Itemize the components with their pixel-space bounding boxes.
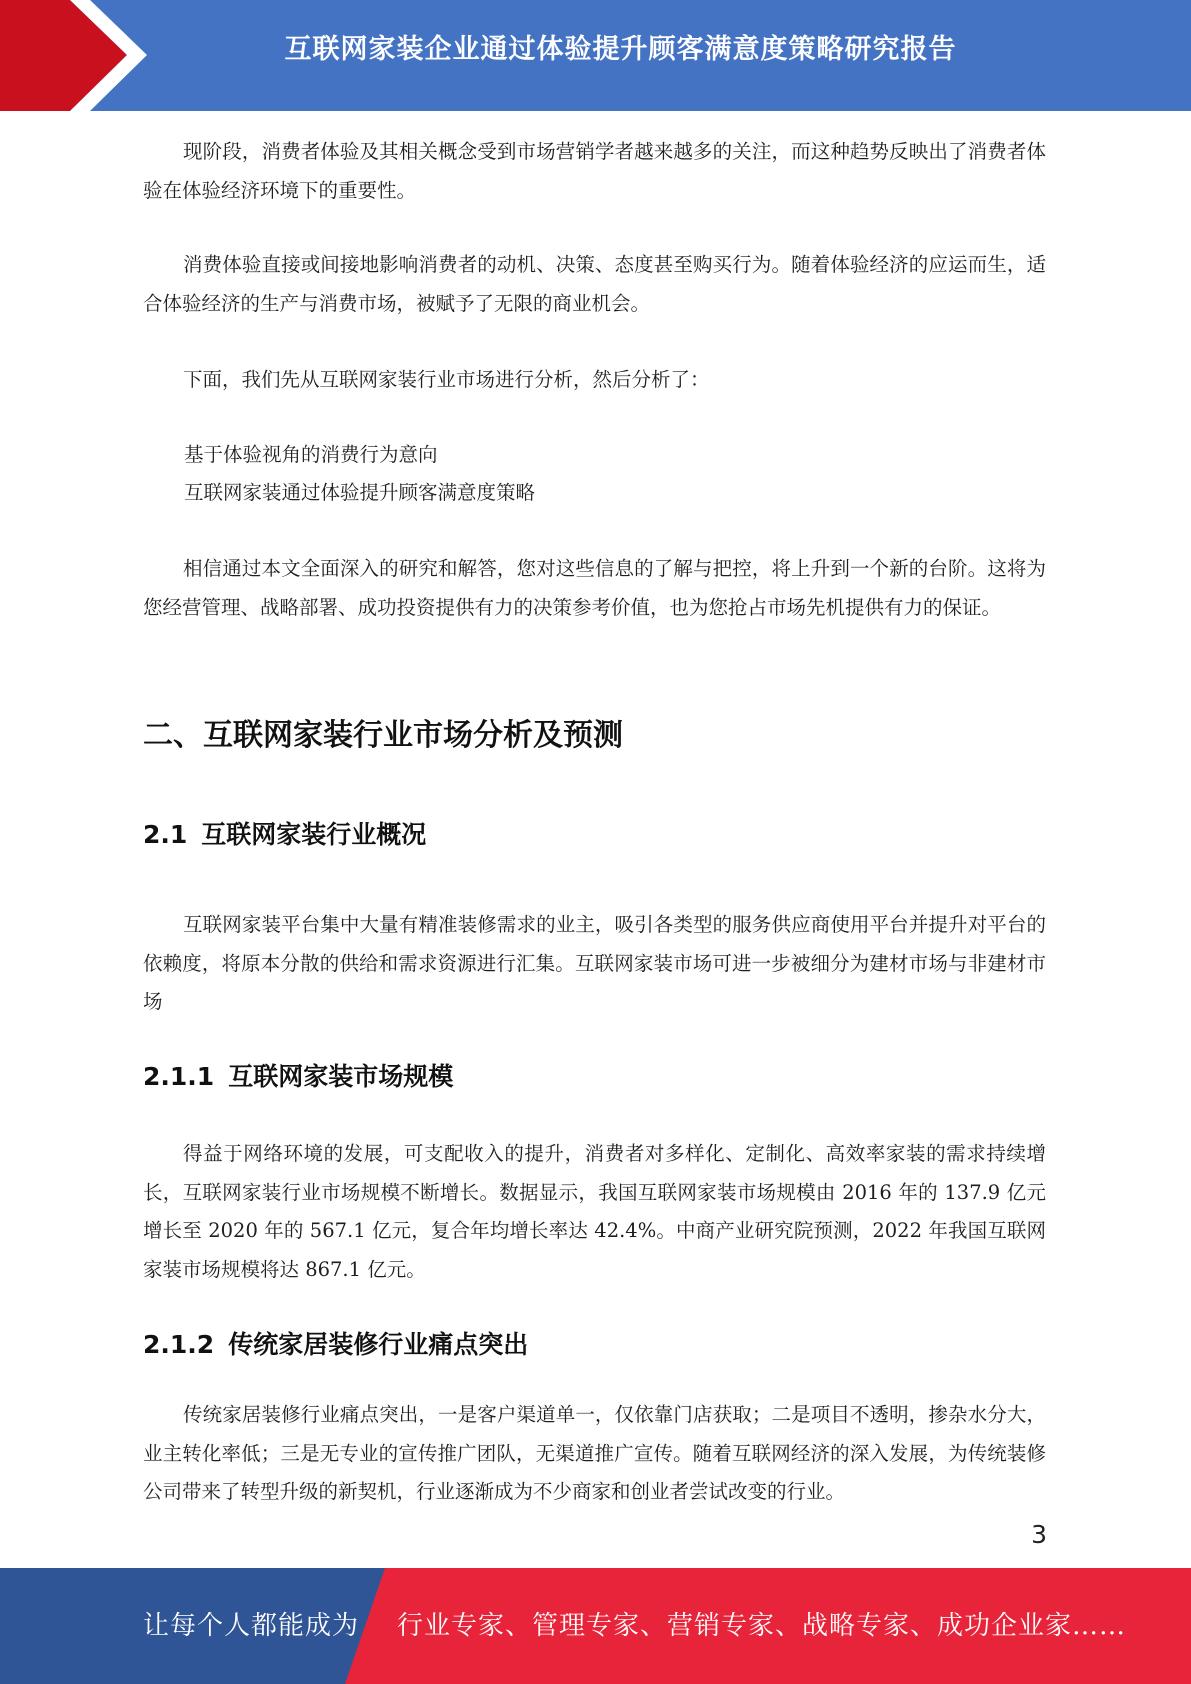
subsection-number: 2.1.1 (143, 1062, 215, 1091)
intro-paragraph-4: 相信通过本文全面深入的研究和解答，您对这些信息的了解与把控，将上升到一个新的台阶。这将为您经营管理、战略部署、成功投资提供有力的决策参考价值，也为您抢占市场先机提供有力的保证。 (143, 557, 1046, 619)
subsection-title: 传统家居装修行业痛点突出 (228, 1330, 529, 1359)
subsection-number: 2.1.2 (143, 1330, 215, 1359)
subsection-heading-2-1-2 (143, 1325, 528, 1361)
intro-list-item-1: 基于体验视角的消费行为意向 (184, 443, 438, 466)
intro-paragraph-2: 消费体验直接或间接地影响消费者的动机、决策、态度甚至购买行为。随着体验经济的应运而生，适合体验经济的生产与消费市场，被赋予了无限的商业机会。 (143, 253, 1046, 315)
subsection-heading-2-1 (143, 815, 426, 851)
subsection-number: 2.1 (143, 820, 188, 849)
subsection-title: 互联网家装行业概况 (201, 820, 427, 849)
footer-slogan-left: 让每个人都能成为 (143, 1611, 360, 1641)
subsection-2-1-2-paragraph: 传统家居装修行业痛点突出，一是客户渠道单一，仅依靠门店获取；二是项目不透明，掺杂水分大，业主转化率低；三是无专业的宣传推广团队，无渠道推广宣传。随着互联网经济的深入发展，为传统装修公司带来了转型升级的新契机，行业逐渐成为不少商家和创业者尝试改变的行业。 (143, 1403, 1046, 1503)
red-arrow-shape (0, 0, 127, 111)
intro-paragraph-1: 现阶段，消费者体验及其相关概念受到市场营销学者越来越多的关注，而这种趋势反映出了消费者体验在体验经济环境下的重要性。 (143, 140, 1046, 202)
subsection-2-1-paragraph: 互联网家装平台集中大量有精准装修需求的业主，吸引各类型的服务供应商使用平台并提升对平台的依赖度，将原本分散的供给和需求资源进行汇集。互联网家装市场可进一步被细分为建材市场与非建材市场 (143, 913, 1046, 1013)
section-heading: 二、互联网家装行业市场分析及预测 (143, 718, 623, 753)
header-arrow-decoration (0, 0, 160, 111)
page-number: 3 (1031, 1520, 1047, 1549)
subsection-heading-2-1-1 (143, 1057, 453, 1093)
footer-banner (0, 1568, 1191, 1684)
subsection-2-1-1-paragraph: 得益于网络环境的发展，可支配收入的提升，消费者对多样化、定制化、高效率家装的需求持续增长，互联网家装行业市场规模不断增长。数据显示，我国互联网家装市场规模由 2016 年的 137.9 亿元增长至 2020 年的 567.1 亿元，复合年均增长率达 42.4%。中商产业研究院预测，2022 年我国互联网家装市场规模将达 867.1 亿元。 (143, 1142, 1046, 1281)
footer-slogan-right: 行业专家、管理专家、营销专家、战略专家、成功企业家…… (397, 1611, 1127, 1641)
header-bar (0, 0, 1191, 111)
subsection-title: 互联网家装市场规模 (228, 1062, 454, 1091)
header-title: 互联网家装企业通过体验提升顾客满意度策略研究报告 (284, 34, 957, 65)
intro-list-item-2: 互联网家装通过体验提升顾客满意度策略 (184, 481, 536, 504)
intro-paragraph-3: 下面，我们先从互联网家装行业市场进行分析，然后分析了： (183, 368, 710, 391)
